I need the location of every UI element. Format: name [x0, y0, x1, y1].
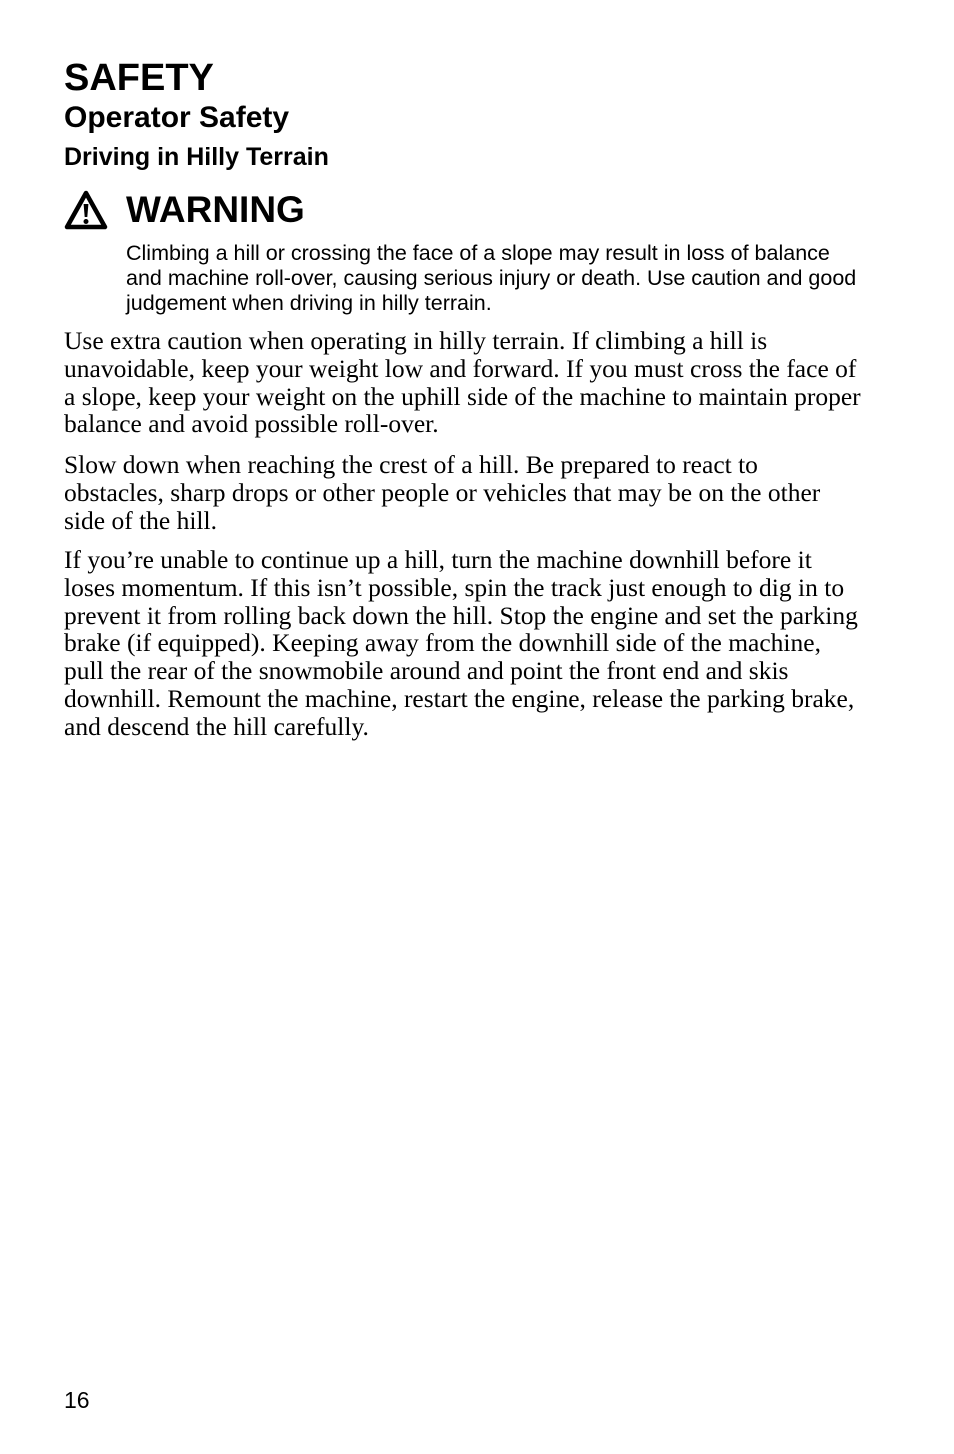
warning-triangle-icon: [64, 190, 108, 230]
section-title: SAFETY: [64, 57, 214, 99]
warning-message: Climbing a hill or crossing the face of a slope may result in loss of balance and machine roll-over, causing serious injury or death. Use caution and good judgement when driving in hilly terrain.: [126, 241, 857, 315]
body-paragraph: If you’re unable to continue up a hill, turn the machine downhill before it loses momentum. If this isn’t possible, spin the track just enough to dig in to prevent it from rolling back down the hill. Stop the engine and set the parking brake (if equipped). Keeping away from the downhill side of the machine, pull the rear of the snowmobile around and point the front end and skis downhill. Remount the machine, restart the engine, release the parking brake, and descend the hill carefully.: [64, 545, 858, 741]
page-number: 16: [64, 1387, 90, 1413]
body-paragraph: Slow down when reaching the crest of a hill. Be prepared to react to obstacles, sharp drops or other people or vehicles that may be on the other side of the hill.: [64, 450, 821, 535]
subsection-title: Operator Safety: [64, 101, 290, 134]
body-paragraph: Use extra caution when operating in hilly terrain. If climbing a hill is unavoidable, keep your weight low and forward. If you must cross the face of a slope, keep your weight on the uphill side of the machine to maintain proper balance and avoid possible roll-over.: [64, 326, 861, 439]
warning-header: [64, 188, 305, 232]
topic-title: Driving in Hilly Terrain: [64, 143, 329, 171]
warning-label: WARNING: [126, 189, 305, 230]
